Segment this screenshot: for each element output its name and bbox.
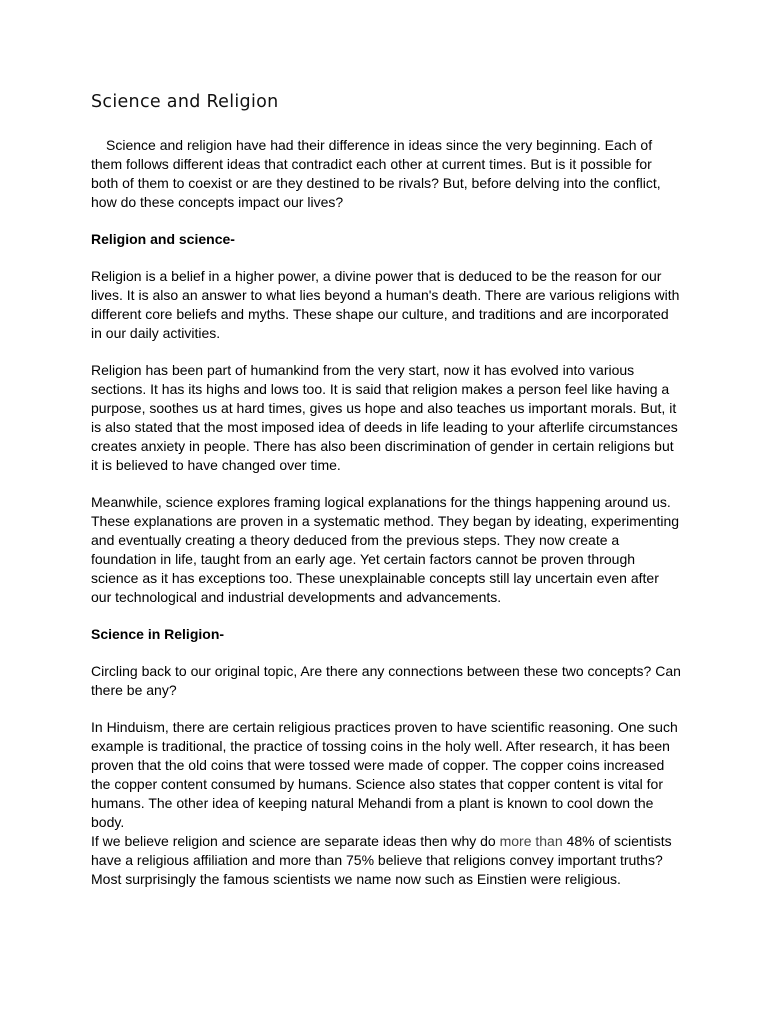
paragraph-scientists-statistics	[91, 832, 681, 889]
stats-text-highlight: more than	[499, 833, 563, 849]
stats-text-after: 48% of scientists have a religious affiliation and more than 75% believe that religions convey important truths? Most surprisingly the famous scientists we name now such as Einstien were religious.	[91, 833, 672, 887]
paragraph-religion-definition: Religion is a belief in a higher power, a divine power that is deduced to be the reason for our lives. It is also an answer to what lies beyond a human's death. There are various religions with different core beliefs and myths. These shape our culture, and traditions and are incorporated in our daily activities.	[91, 268, 680, 341]
paragraph-hinduism-example: In Hinduism, there are certain religious practices proven to have scientific reasoning. One such example is traditional, the practice of tossing coins in the holy well. After research, it has been proven that the old coins that were tossed were made of copper. The copper coins increased the copper content consumed by humans. Science also states that copper content is vital for humans. The other idea of keeping natural Mehandi from a plant is known to cool down the body.	[91, 719, 678, 830]
paragraph-religion-history: Religion has been part of humankind from the very start, now it has evolved into various sections. It has its highs and lows too. It is said that religion makes a person feel like having a purpose, soothes us at hard times, gives us hope and also teaches us important morals. But, it is also stated that the most imposed idea of deeds in life leading to your afterlife circumstances creates anxiety in people. There has also been discrimination of gender in certain religions but it is believed to have changed over time.	[91, 362, 678, 473]
intro-paragraph: Science and religion have had their difference in ideas since the very beginning. Each of them follows different ideas that contradict each other at current times. But is it possible for both of them to coexist or are they destined to be rivals? But, before delving into the conflict, how do these concepts impact our lives?	[91, 137, 661, 210]
paragraph-science-explanation: Meanwhile, science explores framing logical explanations for the things happening around us. These explanations are proven in a systematic method. They began by ideating, experimenting and eventually creating a theory deduced from the previous steps. They now create a foundation in life, taught from an early age. Yet certain factors cannot be proven through science as it has exceptions too. These unexplainable concepts still lay uncertain even after our technological and industrial developments and advancements.	[91, 494, 680, 605]
section-heading-religion-and-science: Religion and science-	[91, 231, 235, 247]
document-page	[91, 91, 681, 889]
paragraph-connections-question: Circling back to our original topic, Are there any connections between these two concepts? Can there be any?	[91, 663, 681, 698]
stats-text-before: If we believe religion and science are separate ideas then why do	[91, 833, 500, 849]
document-title: Science and Religion	[91, 92, 279, 112]
section-heading-science-in-religion: Science in Religion-	[91, 626, 225, 642]
